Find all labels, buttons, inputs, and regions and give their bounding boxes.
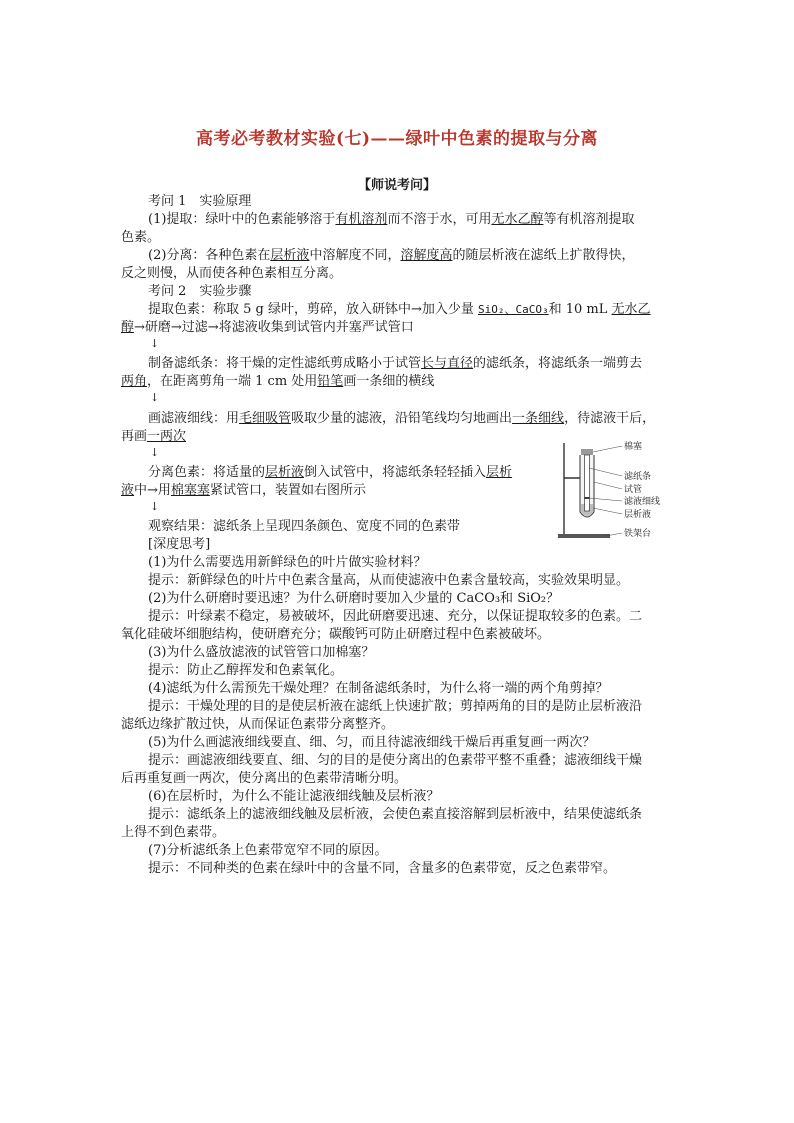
label-cotton-plug: 棉塞: [624, 442, 643, 452]
filter-paper-strip: [585, 455, 590, 511]
question: (4)滤纸为什么需预先干燥处理？在制备滤纸条时，为什么将一端的两个角剪掉？: [148, 681, 609, 696]
q1-heading: 考问 1 实验原理: [148, 194, 252, 209]
question: (5)为什么画滤液细线要直、细、匀，而且待滤液细线干燥后再重复画一两次？: [148, 735, 596, 750]
stand-base: [558, 534, 610, 538]
label-liquid: 层析液: [624, 510, 652, 520]
answer: 提示：新鲜绿色的叶片中色素含量高，从而使滤液中色素含量较高，实验效果明显。: [148, 573, 630, 588]
principle-extract: (1)提取：绿叶中的色素能够溶于有机溶剂而不溶于水，可用无水乙醇等有机溶剂提取: [148, 212, 635, 227]
answer: 提示：防止乙醇挥发和色素氧化。: [148, 663, 344, 678]
leader-line: [594, 482, 622, 489]
flow-arrow: ↓: [150, 500, 160, 513]
principle-separate: (2)分离：各种色素在层析液中溶解度不同，溶解度高的随层析液在滤纸上扩散得快，: [148, 248, 635, 263]
flow-arrow: ↓: [150, 337, 160, 350]
chromatography-apparatus-figure: [556, 438, 696, 544]
answer-cont: 后再重复画一两次，使分离出的色素带清晰分明。: [121, 771, 408, 786]
question: (3)为什么盛放滤液的试管管口加棉塞？: [148, 645, 375, 660]
answer: 提示：叶绿素不稳定，易被破坏，因此研磨要迅速、充分，以保证提取较多的色素。二: [148, 609, 643, 624]
principle-extract-cont: 色素。: [121, 230, 161, 245]
answer: 提示：画滤液细线要直、细、匀的目的是使分离出的色素带平整不重叠；滤液细线干燥: [148, 753, 643, 768]
answer-cont: 氧化硅破坏细胞结构，使研磨充分；碳酸钙可防止研磨过程中色素被破坏。: [121, 627, 551, 642]
cotton-plug: [581, 449, 593, 455]
label-stand: 铁架台: [624, 529, 652, 539]
step-extract-cont: 醇→研磨→过滤→将滤液收集到试管内并塞严试管口: [121, 320, 414, 335]
leader-line: [593, 446, 622, 452]
question: (2)为什么研磨时要迅速？为什么研磨时要加入少量的 CaCO₃和 SiO₂？: [148, 591, 560, 606]
step-separate-cont: 液中→用棉塞塞紧试管口，装置如右图所示: [121, 483, 366, 498]
page-title: 高考必考教材实验(七)——绿叶中色素的提取与分离: [195, 129, 599, 149]
flow-arrow: ↓: [150, 446, 160, 459]
q2-heading: 考问 2 实验步骤: [148, 284, 252, 299]
step-filter-paper: 制备滤纸条：将干燥的定性滤纸剪成略小于试管长与直径的滤纸条，将滤纸条一端剪去: [148, 356, 643, 371]
step-observe: 观察结果：滤纸条上呈现四条颜色、宽度不同的色素带: [148, 519, 461, 534]
step-extract: 提取色素：称取 5 g 绿叶，剪碎，放入研钵中→加入少量 SiO₂、CaCO₃和 10 mL 无水乙: [148, 302, 651, 317]
label-test-tube: 试管: [624, 485, 643, 495]
answer-cont: 滤纸边缘扩散过快，从而保证色素带分离整齐。: [121, 717, 395, 732]
answer: 提示：滤纸条上的滤液细线触及层析液，会使色素直接溶解到层析液中，结果使滤纸条: [148, 807, 643, 822]
flow-arrow: ↓: [150, 391, 160, 404]
section-header: 【师说考问】: [357, 178, 436, 193]
question: (6)在层析时，为什么不能让滤液细线触及层析液？: [148, 789, 440, 804]
answer-cont: 上得不到色素带。: [121, 825, 226, 840]
label-filter-paper: 滤纸条: [624, 472, 652, 482]
answer: 提示：不同种类的色素在绿叶中的含量不同，含量多的色素带宽，反之色素带窄。: [148, 861, 617, 876]
deep-thinking-heading: [深度思考]: [148, 537, 211, 552]
question: (1)为什么需要选用新鲜绿色的叶片做实验材料？: [148, 555, 427, 570]
leader-line: [593, 508, 622, 514]
step-separate: 分离色素：将适量的层析液倒入试管中，将滤纸条轻轻插入层析: [148, 465, 513, 480]
step-filter-paper-cont: 两角，在距离剪角一端 1 cm 处用铅笔画一条细的横线: [121, 374, 435, 389]
step-draw-line: 画滤液细线：用毛细吸管吸取少量的滤液，沿铅笔线均匀地画出一条细线，待滤液干后，: [148, 411, 656, 426]
question: (7)分析滤纸条上色素带宽窄不同的原因。: [148, 843, 388, 858]
principle-separate-cont: 反之则慢，从而使各种色素相互分离。: [121, 266, 343, 281]
label-sample-line: 滤液细线: [624, 497, 661, 507]
answer: 提示：干燥处理的目的是使层析液在滤纸上快速扩散；剪掉两角的目的是防止层析液沿: [148, 699, 643, 714]
step-draw-line-cont: 再画一两次: [121, 429, 187, 444]
